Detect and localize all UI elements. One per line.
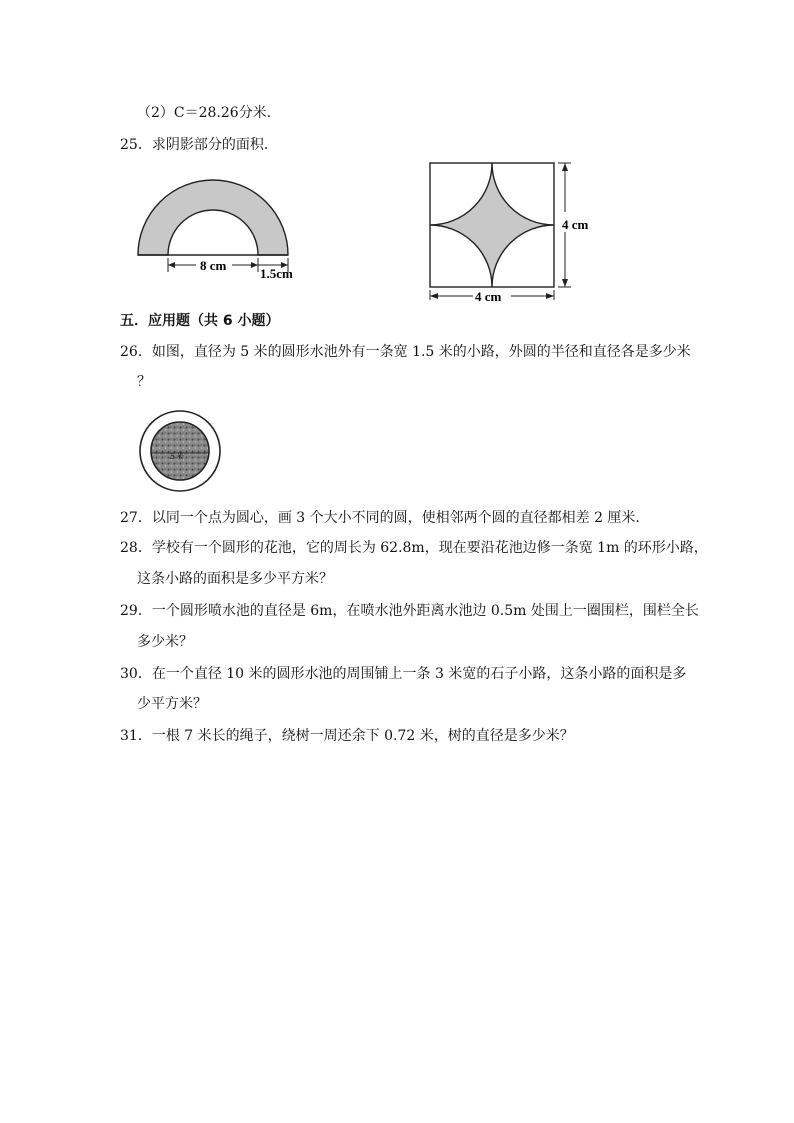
question-29-line2: 多少米？ — [137, 634, 193, 650]
pond-diameter-label: 5米 — [170, 452, 184, 461]
side-length-label: 4 cm — [562, 217, 589, 232]
question-31: 31．一根 7 米长的绳子，绕树一周还余下 0.72 米，树的直径是多少米？ — [120, 728, 574, 744]
question-30-line2: 少平方米？ — [137, 696, 207, 712]
section-5-heading: 五．应用题（共 6 小题） — [120, 313, 280, 329]
question-27: 27．以同一个点为圆心，画 3 个大小不同的圆，使相邻两个圆的直径都相差 2 厘米． — [120, 510, 650, 526]
question-29-line1: 29．一个圆形喷水池的直径是 6m，在喷水池外距离水池边 0.5m 处围上一圈围栏，围栏全长 — [120, 603, 699, 619]
previous-answer: （2）C＝28.26分米． — [137, 105, 281, 121]
question-28-line2: 这条小路的面积是多少平方米？ — [137, 571, 333, 587]
question-30-line1: 30．在一个直径 10 米的圆形水池的周围铺上一条 3 米宽的石子小路，这条小路的面积是多 — [120, 666, 687, 682]
half-ring-shaded-area — [138, 180, 288, 255]
question-28-line1: 28．学校有一个圆形的花池，它的周长为 62.8m，现在要沿花池边修一条宽 1m 的环形小路， — [120, 540, 708, 556]
pond-circle — [151, 422, 209, 480]
inner-diameter-label: 8 cm — [200, 258, 227, 273]
bottom-length-label: 4 cm — [475, 289, 502, 304]
square-figure — [425, 160, 605, 310]
half-ring-figure — [130, 175, 310, 285]
question-26-line2: ？ — [137, 374, 151, 390]
question-26-line1: 26．如图，直径为 5 米的圆形水池外有一条宽 1.5 米的小路，外圆的半径和直径各是多少米 — [120, 344, 691, 360]
question-25: 25．求阴影部分的面积． — [120, 137, 278, 153]
ring-width-label: 1.5cm — [260, 266, 293, 281]
pond-figure — [137, 408, 223, 494]
